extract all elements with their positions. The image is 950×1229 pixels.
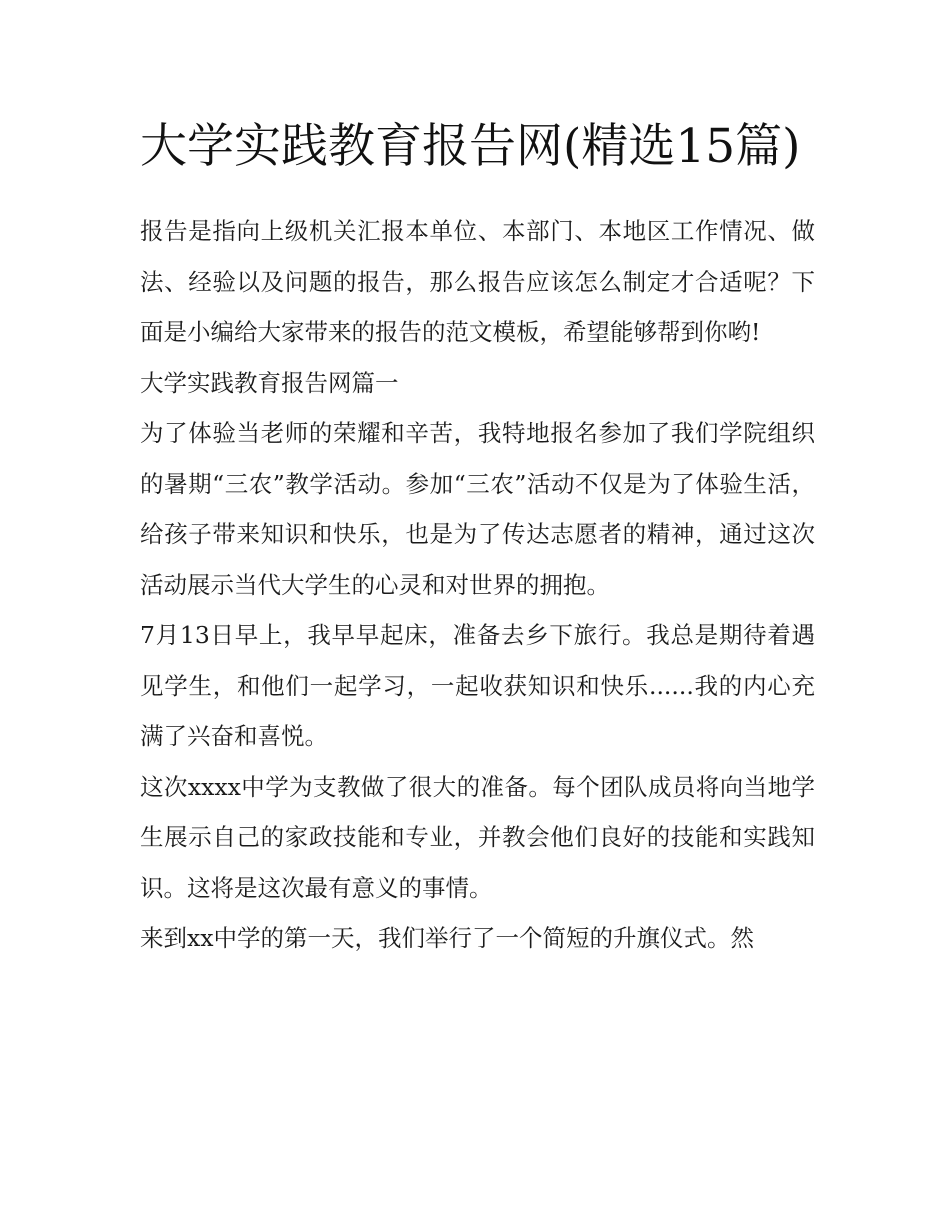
body-paragraph: 为了体验当老师的荣耀和辛苦，我特地报名参加了我们学院组织的暑期“三农”教学活动。参加“三农”活动不仅是为了体验生活，给孩子带来知识和快乐，也是为了传达志愿者的精神，通过这次活动展示当代大学生的心灵和对世界的拥抱。 [140, 419, 815, 599]
body-paragraph: 这次xxxx中学为支教做了很大的准备。每个团队成员将向当地学生展示自己的家政技能和专业，并教会他们良好的技能和实践知识。这将是这次最有意义的事情。 [140, 772, 815, 902]
body-paragraph: 7月13日早上，我早早起床，准备去乡下旅行。我总是期待着遇见学生，和他们一起学习，一起收获知识和快乐......我的内心充满了兴奋和喜悦。 [140, 621, 815, 750]
intro-paragraph: 报告是指向上级机关汇报本单位、本部门、本地区工作情况、做法、经验以及问题的报告，那么报告应该怎么制定才合适呢？下面是小编给大家带来的报告的范文模板，希望能够帮到你哟! [140, 217, 815, 346]
document-content [140, 112, 815, 964]
document-title: 大学实践教育报告网(精选15篇) [140, 119, 801, 174]
section-heading: 大学实践教育报告网篇一 [140, 368, 399, 397]
document-body [140, 206, 815, 964]
body-paragraph: 来到xx中学的第一天，我们举行了一个简短的升旗仪式。然 [140, 924, 755, 952]
